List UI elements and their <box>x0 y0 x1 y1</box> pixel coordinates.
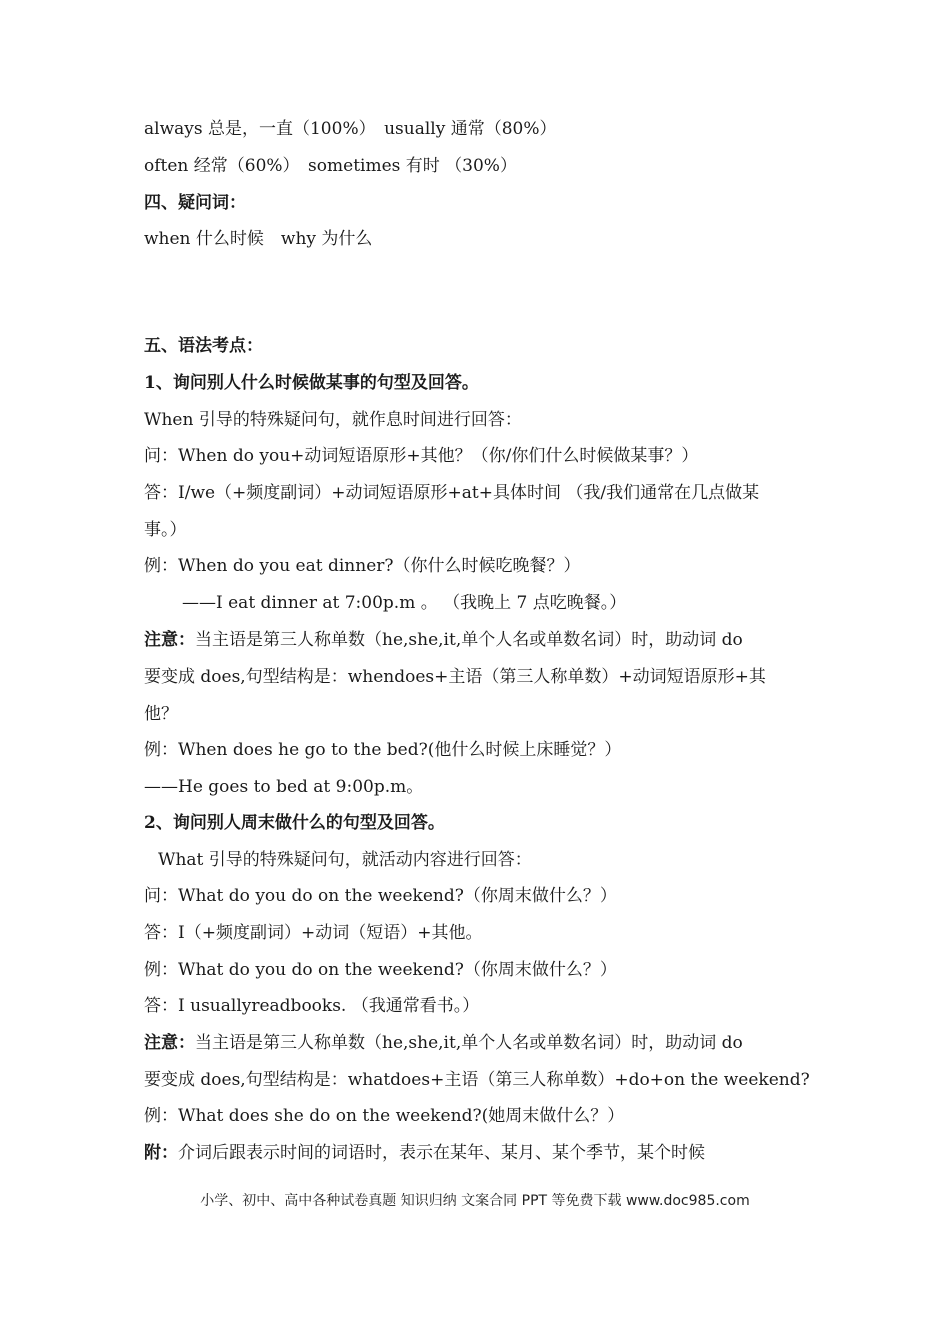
note-2-text: 当主语是第三人称单数（he,she,it,单个人名或单数名词）时，助动词 do <box>195 1033 743 1053</box>
point-1-example-2: 例：When does he go to the bed?(他什么时候上床睡觉？） <box>144 740 622 760</box>
note-1-text: 当主语是第三人称单数（he,she,it,单个人名或单数名词）时，助动词 do <box>195 630 743 650</box>
point-2-example: 例：What do you do on the weekend?（你周末做什么？） <box>144 960 617 980</box>
note-2-label: 注意： <box>144 1033 195 1053</box>
note-2-line-1 <box>144 1031 814 1055</box>
section-4-heading: 四、疑问词： <box>144 193 246 213</box>
note-1-line-2: 要变成 does,句型结构是：whendoes+主语（第三人称单数）+动词短语原形+其 <box>144 667 766 687</box>
note-1-line-3: 他？ <box>144 704 178 724</box>
frequency-line-2: often 经常（60%） sometimes 有时 （30%） <box>144 156 517 176</box>
frequency-line-1: always 总是，一直（100%） usually 通常（80%） <box>144 119 557 139</box>
point-1-answer-line-1: 答：I/we（+频度副词）+动词短语原形+at+具体时间 （我/我们通常在几点做某 <box>144 483 760 503</box>
point-2-example-answer: 答：I usuallyreadbooks. （我通常看书。） <box>144 996 480 1016</box>
point-2-heading: 2、询问别人周末做什么的句型及回答。 <box>144 813 445 833</box>
point-1-answer-line-2: 事。） <box>144 520 187 540</box>
point-1-intro: When 引导的特殊疑问句，就作息时间进行回答： <box>144 410 522 430</box>
point-2-intro: What 引导的特殊疑问句，就活动内容进行回答： <box>158 850 532 870</box>
point-2-answer: 答：I（+频度副词）+动词（短语）+其他。 <box>144 923 483 943</box>
point-1-question: 问：When do you+动词短语原形+其他？（你/你们什么时候做某事？） <box>144 446 699 466</box>
point-1-example-2-answer: ——He goes to bed at 9:00p.m。 <box>144 777 424 797</box>
note-1-label: 注意： <box>144 630 195 650</box>
point-1-example-answer: ——I eat dinner at 7:00p.m 。 （我晚上 7 点吃晚餐。） <box>182 593 627 613</box>
point-1-example: 例：When do you eat dinner?（你什么时候吃晚餐？） <box>144 556 581 576</box>
question-words-line: when 什么时候 why 为什么 <box>144 229 373 249</box>
attachment-text: 介词后跟表示时间的词语时，表示在某年、某月、某个季节，某个时候 <box>178 1143 705 1163</box>
note-1-line-1 <box>144 628 814 652</box>
point-2-example-2: 例：What does she do on the weekend?(她周末做什么？） <box>144 1106 625 1126</box>
point-2-question: 问：What do you do on the weekend?（你周末做什么？） <box>144 886 617 906</box>
attachment-label: 附： <box>144 1143 178 1163</box>
page-footer: 小学、初中、高中各种试卷真题 知识归纳 文案合同 PPT 等免费下载 www.doc985.com <box>200 1193 750 1209</box>
point-1-heading: 1、询问别人什么时候做某事的句型及回答。 <box>144 373 479 393</box>
note-2-line-2: 要变成 does,句型结构是：whatdoes+主语（第三人称单数）+do+on the weekend? <box>144 1070 810 1090</box>
attachment-line-1 <box>144 1141 814 1165</box>
section-5-heading: 五、语法考点： <box>144 336 263 356</box>
